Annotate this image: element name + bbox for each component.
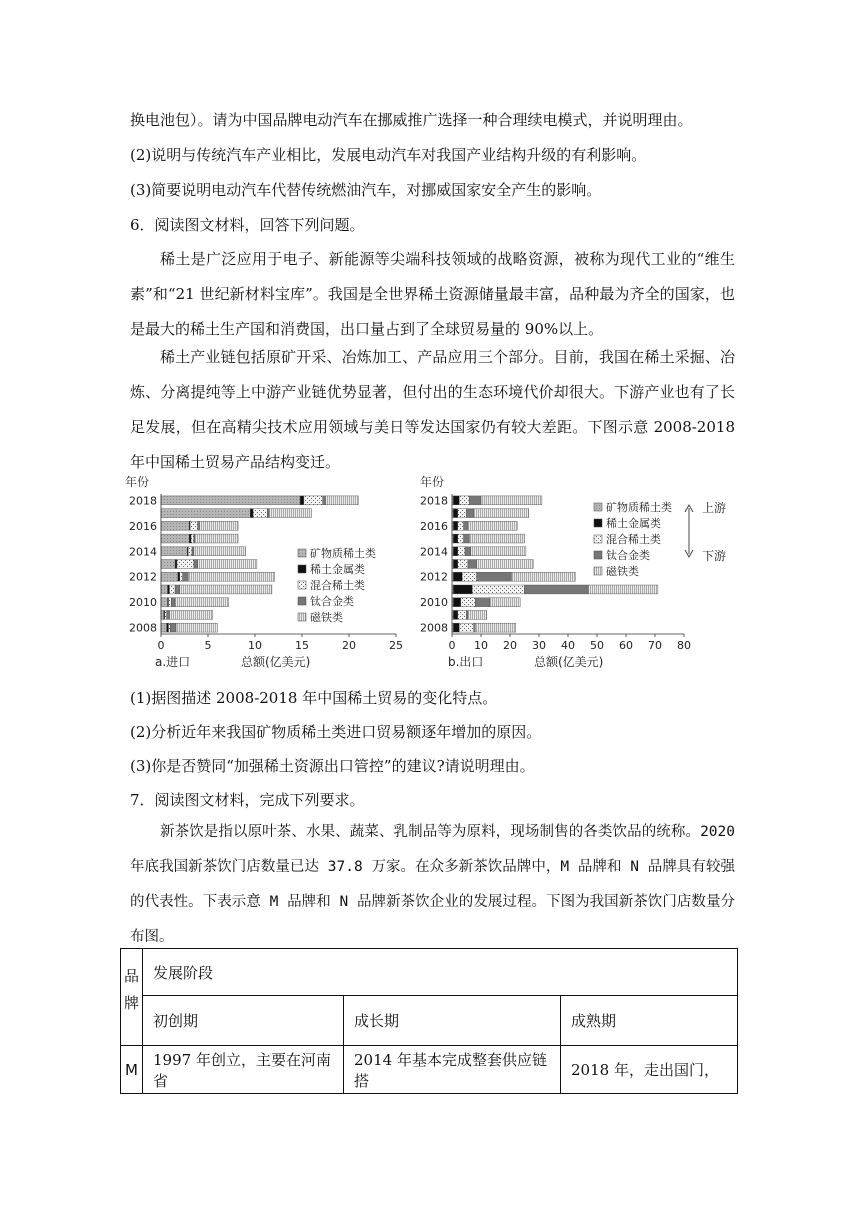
x-tick-label: 20 <box>342 639 356 652</box>
chart-export-svg <box>416 472 736 672</box>
bar-segment <box>468 521 517 530</box>
chart-caption: a.进口 <box>155 655 191 669</box>
bar-segment <box>453 598 460 607</box>
bar-segment <box>464 534 470 543</box>
x-axis-label: 总额(亿美元) <box>241 655 311 669</box>
bar-segment <box>161 547 187 556</box>
question-5-2: (2)说明与传统汽车产业相比，发展电动汽车对我国产业结构升级的有利影响。 <box>130 146 647 164</box>
x-tick-label: 80 <box>677 639 691 652</box>
bar-segment <box>458 521 464 530</box>
bar-segment <box>453 610 457 619</box>
bar-segment <box>188 572 274 581</box>
bar-segment <box>461 598 476 607</box>
legend-label: 钛合金类 <box>310 595 354 608</box>
bar-segment <box>183 572 189 581</box>
bar-segment <box>161 534 189 543</box>
bar-segment <box>468 610 487 619</box>
material-paragraph-3: 新茶饮是指以原叶茶、水果、蔬菜、乳制品等为原料，现场制售的各类饮品的统称。2020 年底我国新茶饮门店数量已达 37.8 万家。在众多新茶饮品牌中，M 品牌和 N 品牌具有较强的代表性。下表示意 M 品牌和 N 品牌新茶饮企业的发展过程。下图为我国新茶饮门店数量分布图。 <box>130 824 735 945</box>
bar-segment <box>453 534 457 543</box>
x-tick-label: 40 <box>561 639 575 652</box>
bar-segment <box>198 560 257 569</box>
bar-segment <box>481 496 542 505</box>
bar-segment <box>161 572 178 581</box>
bar-segment <box>194 547 246 556</box>
bar-segment <box>192 547 194 556</box>
y-tick-label: 2008 <box>420 621 448 635</box>
bar-segment <box>300 496 304 505</box>
table-col-mature: 成熟期 <box>561 996 738 1046</box>
bar-segment <box>477 572 512 581</box>
text-line-1: 换电池包）。请为中国品牌电动汽车在挪威推广选择一种合理续电模式，并说明理由。 <box>130 111 693 129</box>
bar-segment <box>459 623 474 632</box>
question-6-2: (2)分析近年来我国矿物质稀土类进口贸易额逐年增加的原因。 <box>130 723 542 741</box>
legend-swatch <box>298 581 306 589</box>
question-5-3: (3)简要说明电动汽车代替传统燃油汽车，对挪威国家安全产生的影响。 <box>130 181 602 199</box>
bar-segment <box>198 521 200 530</box>
y-tick-label: 2010 <box>129 596 157 610</box>
material-paragraph-1: 稀土是广泛应用于电子、新能源等尖端科技领域的战略资源，被称为现代工业的“维生素”和“21 世纪新材料宝库”。我国是全世界稀土资源储量最丰富，品种最为齐全的国家，也是最大的稀土生产国和消费国，出口量占到了全球贸易量的 90%以上。 <box>130 250 735 338</box>
x-tick-label: 70 <box>648 639 662 652</box>
bar-segment <box>189 534 191 543</box>
bar-segment <box>169 585 175 594</box>
chart-import-svg <box>125 472 410 672</box>
annotation-downstream: 下游 <box>702 549 727 563</box>
bar-segment <box>469 496 481 505</box>
bar-segment <box>304 496 323 505</box>
table-row-m-startup: 1997 年创立，主要在河南省 <box>143 1046 344 1094</box>
x-tick-label: 20 <box>503 639 517 652</box>
legend-label: 矿物质稀土类 <box>606 501 672 514</box>
bar-segment <box>525 585 589 594</box>
question-7-heading: 7．阅读图文材料，完成下列要求。 <box>130 791 365 809</box>
bar-segment <box>267 509 269 518</box>
annotation-upstream: 上游 <box>702 501 727 515</box>
bar-segment <box>250 509 253 518</box>
material-paragraph-2: 稀土产业链包括原矿开采、冶炼加工、产品应用三个部分。目前，我国在稀土采掘、冶炼、分离提纯等上中游产业链优势显著，但付出的生态环境代价却很大。下游产业也有了长足发展，但在高精尖技术应用领域与美日等发达国家仍有较大差距。下图示意 2008-2018 年中国稀土贸易产品结构变迁。 <box>130 348 735 471</box>
bar-segment <box>188 547 192 556</box>
y-axis-label: 年份 <box>420 475 445 489</box>
bar-segment <box>465 547 471 556</box>
y-tick-label: 2010 <box>420 596 448 610</box>
bar-segment <box>475 623 516 632</box>
question-6-3: (3)你是否赞同“加强稀土资源出口管控”的建议?请说明理由。 <box>130 757 535 775</box>
question-6-heading: 6．阅读图文材料，回答下列问题。 <box>130 216 365 234</box>
bar-segment <box>458 509 467 518</box>
y-tick-label: 2008 <box>129 621 157 635</box>
x-tick-label: 10 <box>248 639 262 652</box>
bar-segment <box>161 585 168 594</box>
bar-segment <box>170 623 176 632</box>
x-tick-label: 60 <box>619 639 633 652</box>
x-tick-label: 50 <box>590 639 604 652</box>
bar-segment <box>161 610 164 619</box>
x-tick-label: 15 <box>295 639 309 652</box>
bar-segment <box>458 560 468 569</box>
legend-label: 矿物质稀土类 <box>310 547 376 560</box>
x-tick-label: 0 <box>157 639 165 652</box>
table-header-brand <box>121 949 143 1046</box>
bar-segment <box>326 496 359 505</box>
bar-segment <box>177 560 194 569</box>
y-tick-label: 2018 <box>129 494 157 508</box>
legend-swatch <box>298 549 306 557</box>
bar-segment <box>469 534 524 543</box>
bar-segment <box>161 509 250 518</box>
bar-segment <box>167 623 169 632</box>
legend-swatch <box>594 535 602 543</box>
bar-segment <box>453 623 459 632</box>
legend-label: 稀土金属类 <box>606 517 661 530</box>
y-tick-label: 2018 <box>420 494 448 508</box>
bar-segment <box>161 496 300 505</box>
bar-segment <box>462 572 477 581</box>
bar-segment <box>475 598 490 607</box>
table-col-startup: 初创期 <box>143 996 344 1046</box>
y-tick-label: 2012 <box>420 570 448 584</box>
bar-segment <box>453 585 472 594</box>
bar-segment <box>190 521 198 530</box>
bar-segment <box>176 623 217 632</box>
x-tick-label: 25 <box>389 639 403 652</box>
legend-label: 混合稀土类 <box>310 579 365 592</box>
bar-segment <box>180 585 272 594</box>
bar-segment <box>474 623 475 632</box>
bar-segment <box>161 560 175 569</box>
x-tick-label: 30 <box>532 639 546 652</box>
legend-swatch <box>298 597 306 605</box>
bar-segment <box>169 610 212 619</box>
bar-segment <box>178 572 180 581</box>
bar-segment <box>167 610 170 619</box>
development-stage-table <box>120 948 738 1094</box>
table-col-growth: 成长期 <box>344 996 561 1046</box>
bar-segment <box>453 496 459 505</box>
y-tick-label: 2016 <box>420 519 448 533</box>
bar-segment <box>472 585 524 594</box>
bar-segment <box>180 572 183 581</box>
legend-label: 混合稀土类 <box>606 533 661 546</box>
bar-segment <box>253 509 267 518</box>
y-tick-label: 2016 <box>129 519 157 533</box>
chart-export <box>416 472 736 672</box>
y-tick-label: 2014 <box>129 545 157 559</box>
bar-segment <box>453 547 457 556</box>
bar-segment <box>453 509 457 518</box>
brand-header-text: 品牌 <box>122 968 140 1022</box>
bar-segment <box>474 509 529 518</box>
bar-segment <box>175 585 180 594</box>
y-tick-label: 2012 <box>129 570 157 584</box>
question-6-1: (1)据图描述 2008-2018 年中国稀土贸易的变化特点。 <box>130 689 498 707</box>
bar-segment <box>468 560 477 569</box>
bar-segment <box>511 572 575 581</box>
bar-segment <box>169 623 171 632</box>
legend-swatch <box>298 565 306 573</box>
legend-label: 磁铁类 <box>310 611 343 624</box>
bar-segment <box>477 560 534 569</box>
bar-segment <box>175 560 177 569</box>
bar-segment <box>200 521 239 530</box>
bar-segment <box>169 598 172 607</box>
legend-swatch <box>298 613 306 621</box>
bar-segment <box>171 598 175 607</box>
double-arrow-vertical-icon <box>685 505 693 557</box>
bar-segment <box>161 521 189 530</box>
bar-segment <box>471 547 526 556</box>
legend-label: 钛合金类 <box>606 549 650 562</box>
bar-segment <box>165 610 167 619</box>
bar-segment <box>323 496 326 505</box>
bar-segment <box>464 521 468 530</box>
x-tick-label: 5 <box>204 639 212 652</box>
chart-import <box>125 472 410 672</box>
legend-swatch <box>594 567 602 575</box>
x-tick-label: 10 <box>474 639 488 652</box>
bar-segment <box>467 509 474 518</box>
y-tick-label: 2014 <box>420 545 448 559</box>
x-tick-label: 0 <box>448 639 456 652</box>
bar-segment <box>453 560 457 569</box>
bar-segment <box>191 534 194 543</box>
bar-segment <box>175 598 229 607</box>
legend-swatch <box>594 503 602 511</box>
table-row-m-growth: 2014 年基本完成整套供应链搭 <box>344 1046 561 1094</box>
legend-swatch <box>594 551 602 559</box>
legend-swatch <box>594 519 602 527</box>
bar-segment <box>161 623 167 632</box>
bar-segment <box>458 534 464 543</box>
legend-label: 稀土金属类 <box>310 563 365 576</box>
bar-segment <box>458 610 467 619</box>
table-header-stage: 发展阶段 <box>143 949 738 996</box>
bar-segment <box>490 598 520 607</box>
bar-segment <box>588 585 658 594</box>
bar-segment <box>453 572 462 581</box>
bar-segment <box>168 585 170 594</box>
chart-caption: b.出口 <box>448 655 484 669</box>
bar-segment <box>161 598 168 607</box>
bar-segment <box>467 610 468 619</box>
bar-segment <box>453 521 457 530</box>
bar-segment <box>458 547 465 556</box>
legend-label: 磁铁类 <box>606 565 639 578</box>
table-row-m-mature: 2018 年，走出国门， <box>561 1046 738 1094</box>
bar-segment <box>195 534 238 543</box>
bar-segment <box>269 509 311 518</box>
table-row-m-brand: M <box>121 1046 143 1094</box>
x-axis-label: 总额(亿美元) <box>534 655 604 669</box>
bar-segment <box>194 560 198 569</box>
bar-segment <box>459 496 469 505</box>
y-axis-label: 年份 <box>125 475 150 489</box>
